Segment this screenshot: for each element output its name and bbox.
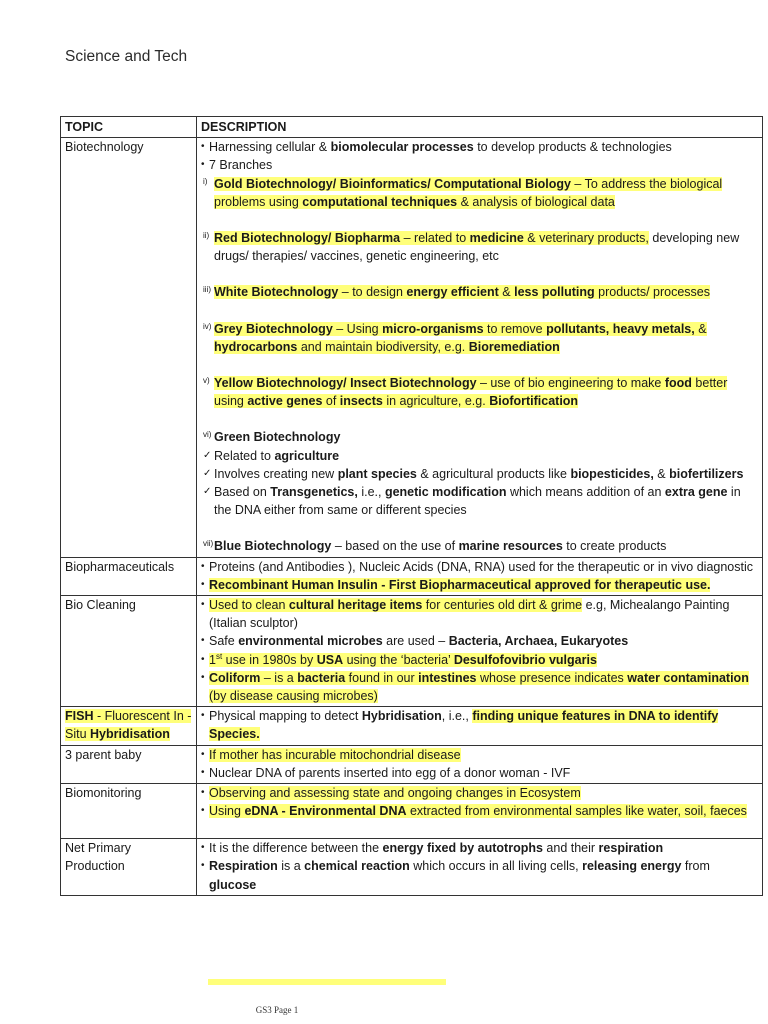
list-item: • 1st use in 1980s by USA using the ‘bacteria’ Desulfofovibrio vulgaris <box>201 651 758 669</box>
list-item: ✓ Involves creating new plant species & agricultural products like biopesticides, & biofertilizers <box>201 465 758 483</box>
topic-biotechnology: Biotechnology <box>61 138 197 557</box>
branch-gold: i) Gold Biotechnology/ Bioinformatics/ Computational Biology – To address the biological problems using computational techniques & analysis of biological data <box>203 176 723 209</box>
branch-white: iii) White Biotechnology – to design energy efficient & less polluting products/ processes <box>203 285 711 300</box>
list-item: ✓ Related to agriculture <box>201 447 758 465</box>
description-biomonitoring <box>197 784 763 839</box>
check-icon: ✓ <box>203 486 212 498</box>
list-item: • 7 Branches <box>201 156 758 174</box>
topic-biopharmaceuticals: Biopharmaceuticals <box>61 557 197 595</box>
list-item: • Respiration is a chemical reaction which occurs in all living cells, releasing energy from glucose <box>201 857 758 893</box>
list-item: • Used to clean cultural heritage items for centuries old dirt & grime e.g, Michealango Painting (Italian sculptor) <box>201 596 758 632</box>
check-icon: ✓ <box>203 449 212 461</box>
list-item: • Observing and assessing state and ongoing changes in Ecosystem <box>201 784 758 802</box>
header-topic: TOPIC <box>61 117 197 138</box>
topic-biomonitoring: Biomonitoring <box>61 784 197 839</box>
description-net-primary-production <box>197 839 763 896</box>
notes-table <box>60 116 763 896</box>
table-row <box>61 707 763 745</box>
list-item: • If mother has incurable mitochondrial disease <box>201 746 758 764</box>
branch-yellow: v) Yellow Biotechnology/ Insect Biotechnology – use of bio engineering to make food better using active genes of insects in agriculture, e.g. Biofortification <box>203 376 728 409</box>
cut-off-highlight <box>208 979 446 985</box>
list-item: • Safe environmental microbes are used – Bacteria, Archaea, Eukaryotes <box>201 632 758 650</box>
list-item: • Recombinant Human Insulin - First Biopharmaceutical approved for therapeutic use. <box>201 576 758 594</box>
branch-blue: vii) Blue Biotechnology – based on the use of marine resources to create products <box>203 539 667 554</box>
topic-bio-cleaning: Bio Cleaning <box>61 596 197 707</box>
list-item: • Physical mapping to detect Hybridisation, i.e., finding unique features in DNA to identify Species. <box>201 707 758 743</box>
list-item: • Nuclear DNA of parents inserted into egg of a donor woman - IVF <box>201 764 758 782</box>
header-description: DESCRIPTION <box>197 117 763 138</box>
list-item: ✓ Based on Transgenetics, i.e., genetic modification which means addition of an extra gene in the DNA either from same or different species <box>203 485 741 518</box>
green-checklist <box>201 447 758 520</box>
table-row <box>61 557 763 595</box>
description-3-parent-baby <box>197 745 763 783</box>
branch-red: ii) Red Biotechnology/ Biopharma – related to medicine & veterinary products, developing new drugs/ therapies/ vaccines, genetic engineering, etc <box>203 231 740 264</box>
description-biopharmaceuticals <box>197 557 763 595</box>
table-row <box>61 784 763 839</box>
branch-grey: iv) Grey Biotechnology – Using micro-organisms to remove pollutants, heavy metals, & hydrocarbons and maintain biodiversity, e.g. Bioremediation <box>203 321 707 354</box>
table-row <box>61 596 763 707</box>
topic-3-parent-baby: 3 parent baby <box>61 745 197 783</box>
page-footer: GS3 Page 1 <box>255 1005 299 1015</box>
list-item: • Using eDNA - Environmental DNA extracted from environmental samples like water, soil, faeces <box>201 802 758 820</box>
table-row <box>61 745 763 783</box>
description-bio-cleaning <box>197 596 763 707</box>
table-row <box>61 839 763 896</box>
table-header-row <box>61 117 763 138</box>
description-fish <box>197 707 763 745</box>
description-biotechnology <box>197 138 763 557</box>
page-title: Science and Tech <box>65 48 188 65</box>
topic-net-primary-production: Net Primary Production <box>61 839 197 896</box>
branch-green: vi) Green Biotechnology <box>203 430 341 445</box>
list-item: • Coliform – is a bacteria found in our intestines whose presence indicates water contamination (by disease causing microbes) <box>201 669 758 705</box>
table-row <box>61 138 763 557</box>
list-item: • Harnessing cellular & biomolecular processes to develop products & technologies <box>201 138 758 156</box>
list-item: • It is the difference between the energy fixed by autotrophs and their respiration <box>201 839 758 857</box>
topic-fish: FISH - Fluorescent In -Situ Hybridisation <box>61 707 197 745</box>
check-icon: ✓ <box>203 467 212 479</box>
list-item: • Proteins (and Antibodies ), Nucleic Acids (DNA, RNA) used for the therapeutic or in vivo diagnostic <box>201 558 758 576</box>
